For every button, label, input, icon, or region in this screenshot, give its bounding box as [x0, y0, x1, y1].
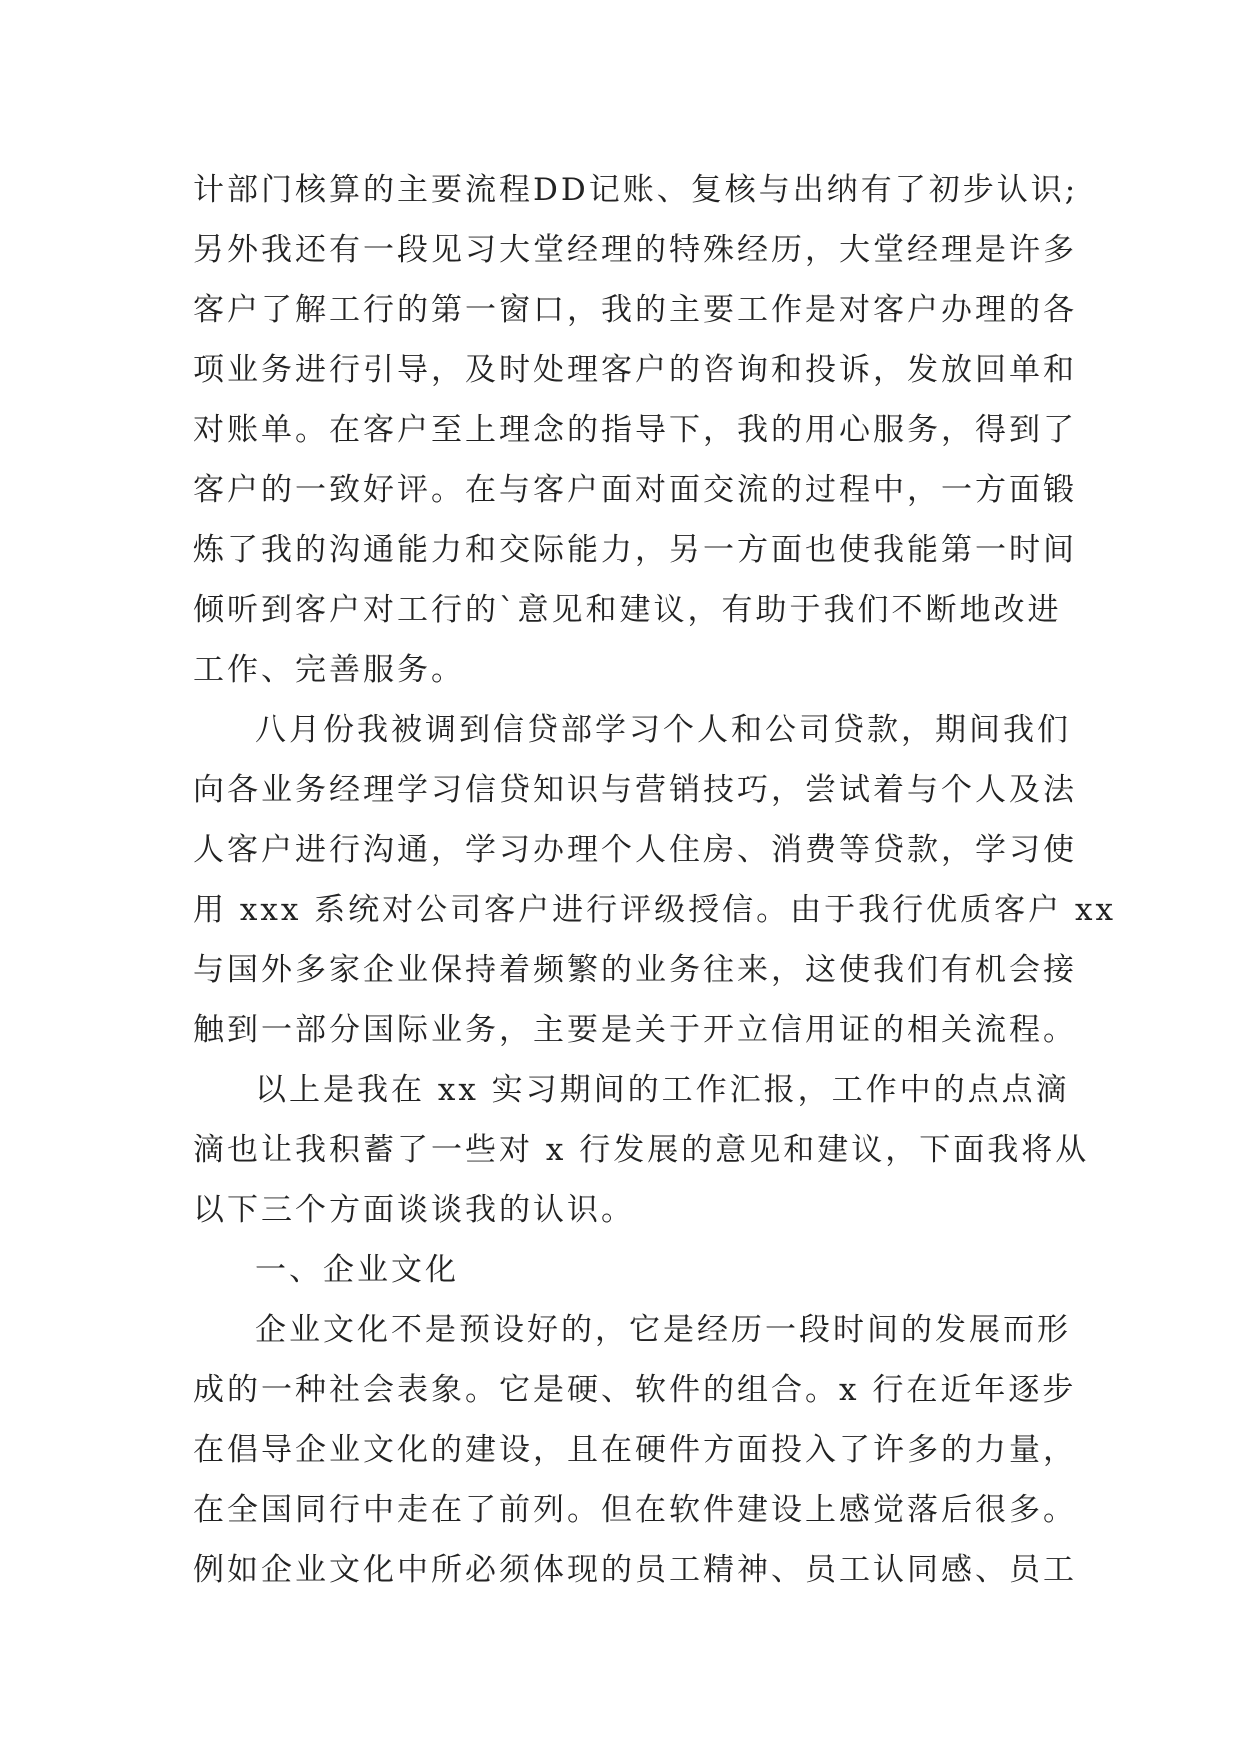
text-line: 例如企业文化中所必须体现的员工精神、员工认同感、员工: [193, 1552, 1077, 1588]
text-line: 滴也让我积蓄了一些对 x 行发展的意见和建议，下面我将从: [193, 1132, 1090, 1168]
text-line: 以下三个方面谈谈我的认识。: [193, 1192, 635, 1228]
text-line: 用 xxx 系统对公司客户进行评级授信。由于我行优质客户 xx: [193, 892, 1116, 928]
text-line: 在全国同行中走在了前列。但在软件建设上感觉落后很多。: [193, 1492, 1077, 1528]
text-line: 炼了我的沟通能力和交际能力，另一方面也使我能第一时间: [193, 532, 1077, 568]
section-heading: 一、企业文化: [255, 1252, 459, 1288]
text-line: 触到一部分国际业务，主要是关于开立信用证的相关流程。: [193, 1012, 1077, 1048]
text-line: 人客户进行沟通，学习办理个人住房、消费等贷款，学习使: [193, 832, 1077, 868]
text-line: 与国外多家企业保持着频繁的业务往来，这使我们有机会接: [193, 952, 1077, 988]
text-line: 计部门核算的主要流程DD记账、复核与出纳有了初步认识;: [193, 172, 1079, 208]
paragraph-start-line: 八月份我被调到信贷部学习个人和公司贷款，期间我们: [255, 712, 1071, 748]
text-line: 工作、完善服务。: [193, 652, 465, 688]
text-line: 项业务进行引导，及时处理客户的咨询和投诉，发放回单和: [193, 352, 1077, 388]
text-line: 倾听到客户对工行的`意见和建议，有助于我们不断地改进: [193, 592, 1062, 628]
text-line: 在倡导企业文化的建设，且在硬件方面投入了许多的力量，: [193, 1432, 1077, 1468]
paragraph-start-line: 企业文化不是预设好的，它是经历一段时间的发展而形: [255, 1312, 1071, 1348]
text-line: 另外我还有一段见习大堂经理的特殊经历，大堂经理是许多: [193, 232, 1077, 268]
paragraph-start-line: 以上是我在 xx 实习期间的工作汇报，工作中的点点滴: [255, 1072, 1070, 1108]
text-line: 客户的一致好评。在与客户面对面交流的过程中，一方面锻: [193, 472, 1077, 508]
text-line: 对账单。在客户至上理念的指导下，我的用心服务，得到了: [193, 412, 1077, 448]
text-line: 向各业务经理学习信贷知识与营销技巧，尝试着与个人及法: [193, 772, 1077, 808]
text-line: 成的一种社会表象。它是硬、软件的组合。x 行在近年逐步: [193, 1372, 1077, 1408]
body-text: [193, 160, 1116, 1600]
text-line: 客户了解工行的第一窗口，我的主要工作是对客户办理的各: [193, 292, 1077, 328]
